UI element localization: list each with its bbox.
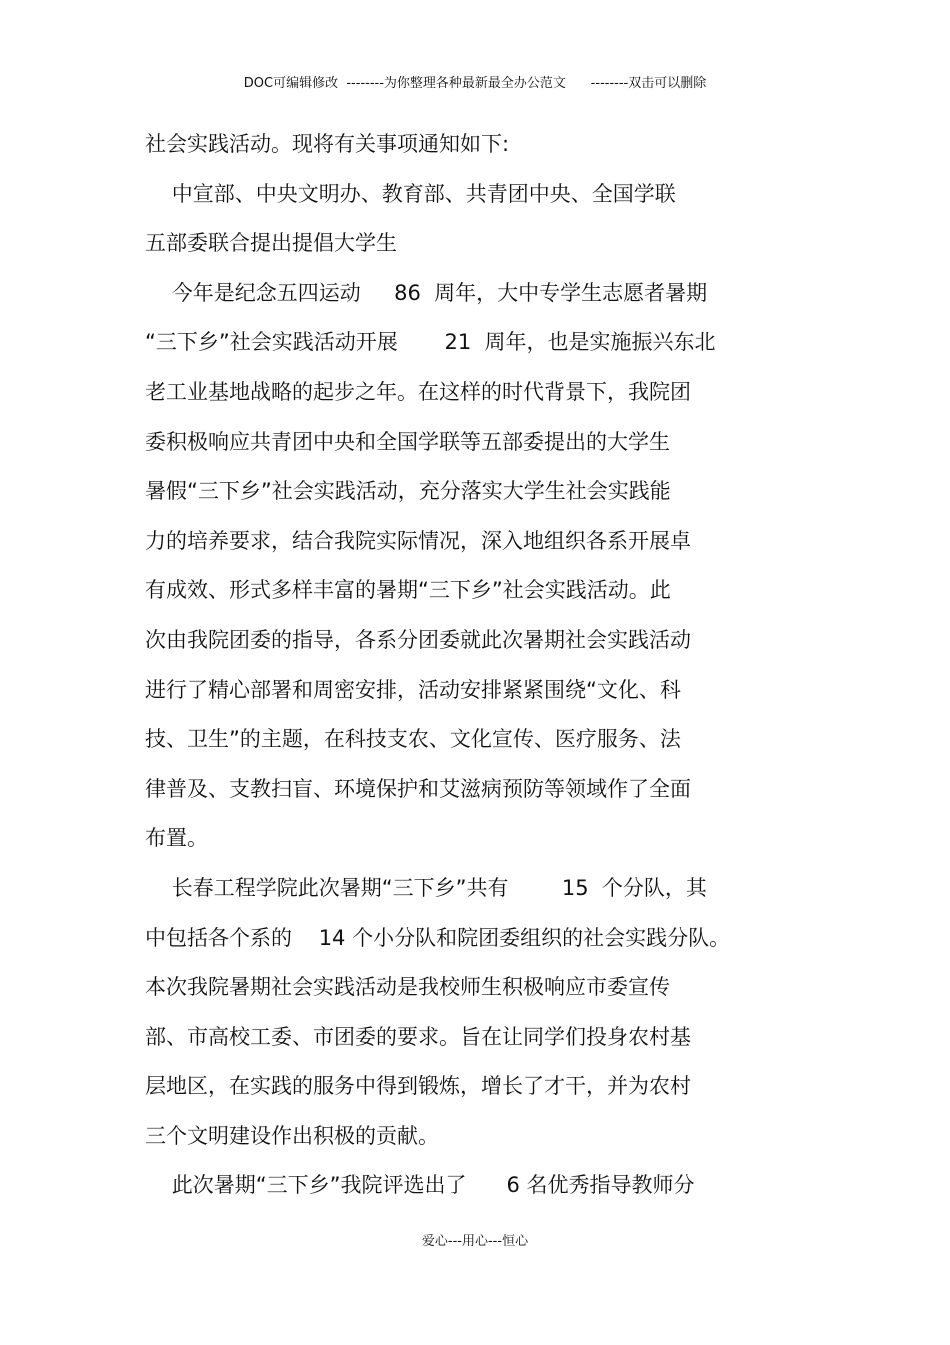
text-line: 社会实践活动。现将有关事项通知如下: (145, 132, 510, 156)
text-line: 暑假“三下乡”社会实践活动，充分落实大学生社会实践能 (145, 479, 671, 504)
text-line: 技、卫生”的主题，在科技支农、文化宣传、医疗服务、法 (145, 727, 681, 752)
text-line: 三个文明建设作出积极的贡献。 (145, 1123, 439, 1148)
text-line: 长春工程学院此次暑期“三下乡”共有 15 个分队，其 (145, 875, 707, 900)
text-line: 力的培养要求，结合我院实际情况，深入地组织各系开展卓 (145, 528, 691, 553)
text-line: 五部委联合提出提倡大学生 (145, 231, 397, 256)
text-line: 中包括各个系的 14 个小分队和院团委组织的社会实践分队。 (145, 925, 731, 950)
text-line: 今年是纪念五四运动 86 周年，大中专学生志愿者暑期 (145, 280, 708, 305)
text-line: 律普及、支教扫盲、环境保护和艾滋病预防等领域作了全面 (145, 776, 691, 801)
text-line: 进行了精心部署和周密安排，活动安排紧紧围绕“文化、科 (145, 677, 681, 702)
page-footer: 爱心---用心---恒心 (421, 1234, 529, 1249)
text-line: 中宣部、中央文明办、教育部、共青团中央、全国学联 (145, 181, 676, 206)
text-line: 部、市高校工委、市团委的要求。旨在让同学们投身农村基 (145, 1024, 691, 1049)
document-body (145, 120, 805, 1211)
text-line: 此次暑期“三下乡”我院评选出了 6 名优秀指导教师分 (145, 1173, 695, 1198)
page-header: DOC可编辑修改 --------为你整理各种最新最全办公范文 --------双击可以删除 (243, 76, 707, 91)
text-line: 布置。 (145, 826, 208, 851)
text-line: 次由我院团委的指导，各系分团委就此次暑期社会实践活动 (145, 627, 691, 652)
text-line: “三下乡”社会实践活动开展 21 周年，也是实施振兴东北 (145, 330, 716, 355)
text-line: 层地区，在实践的服务中得到锻炼，增长了才干，并为农村 (145, 1074, 691, 1099)
text-line: 本次我院暑期社会实践活动是我校师生积极响应市委宣传 (145, 975, 670, 1000)
text-line: 委积极响应共青团中央和全国学联等五部委提出的大学生 (145, 429, 670, 454)
text-line: 有成效、形式多样丰富的暑期“三下乡”社会实践活动。此 (145, 578, 671, 603)
text-line: 老工业基地战略的起步之年。在这样的时代背景下，我院团 (145, 379, 691, 404)
